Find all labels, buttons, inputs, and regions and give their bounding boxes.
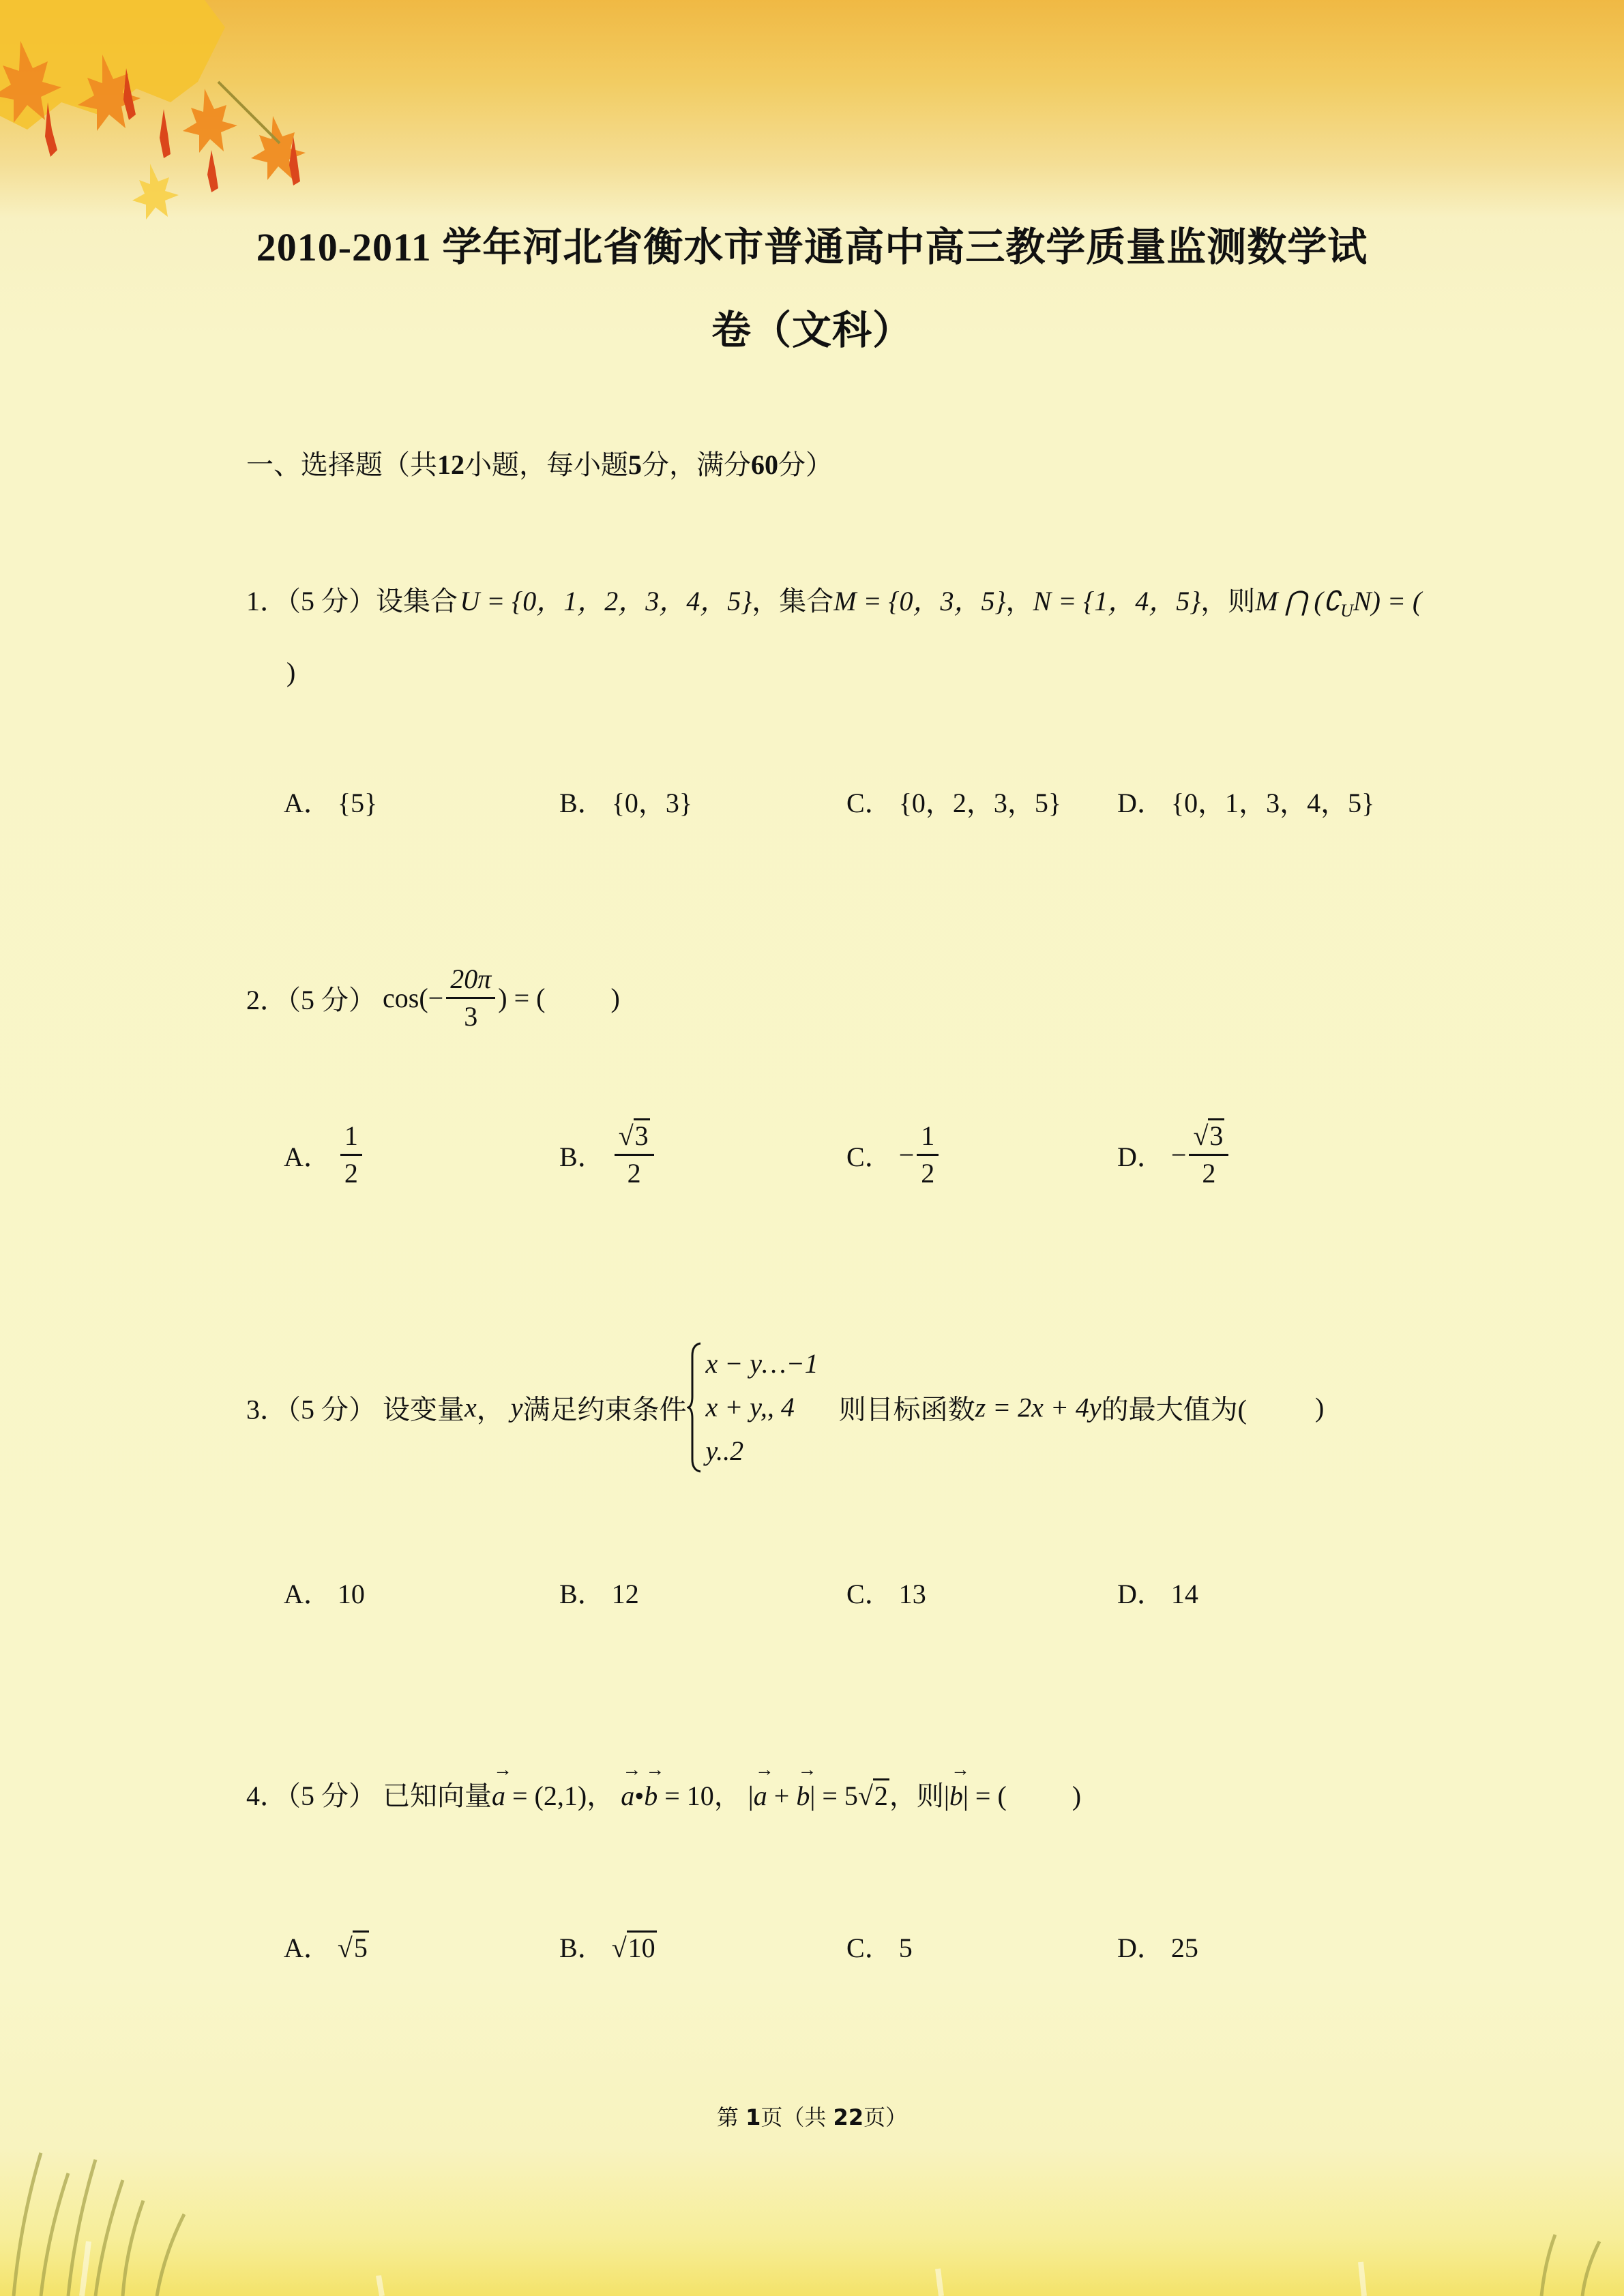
vector-a: → a [621,1780,634,1812]
question-2 [246,961,620,1034]
constraint-system [687,1342,818,1473]
total-pages: 22 [833,2104,864,2130]
b-magnitude: | = ( [962,1780,1007,1811]
vector-b: → b [796,1780,810,1812]
footer-prefix: 第 [716,2104,746,2130]
question-text: 已知向量 [383,1780,492,1811]
question-text: 的最大值为( [1101,1394,1247,1425]
abs-bar: | [943,1780,949,1811]
question-points: （5 分） [287,1780,376,1811]
footer-mid: 页（共 [761,2104,833,2130]
section-suffix: 分） [778,449,833,480]
option-label: C． [846,1579,892,1609]
document-title-line1: 2010-2011 学年河北省衡水市普通高中高三教学质量监测数学试 [256,225,1368,269]
section-total: 60 [751,449,778,480]
radicand: 10 [627,1930,657,1963]
option-d[interactable] [1117,1572,1198,1611]
vector-b: → b [949,1780,963,1812]
vector-a-value: = (2,1) [505,1780,587,1811]
document-title-line2: 卷（文科） [711,308,913,353]
radicand: 3 [1208,1118,1224,1151]
question-3 [246,1342,1324,1473]
option-d[interactable] [1117,1118,1231,1191]
answer-blank-close: ) [1314,1392,1325,1423]
fraction [917,1118,939,1191]
question-points: （5 分） [287,985,376,1015]
question-number: 4． [246,1780,287,1811]
fraction-numerator [1189,1118,1228,1156]
separator: ， [1005,586,1033,616]
fraction [1189,1118,1228,1191]
abs-bar: | [748,1780,754,1811]
option-label: D． [1117,788,1164,818]
vector-b: → b [644,1780,658,1812]
grass-decoration [0,2139,1624,2296]
option-label: B． [559,1933,605,1963]
option-c[interactable] [846,1572,926,1611]
section-prefix: 一、选择题（共 [246,449,437,480]
option-label: D． [1117,1579,1164,1609]
option-value: 5 [898,1933,913,1963]
fraction-denominator: 2 [921,1158,935,1189]
section-heading [246,443,833,482]
minus-sign: − [1170,1139,1187,1170]
question-text: 则目标函数 [838,1394,975,1425]
minus-sign: − [898,1139,915,1170]
option-value: {0，2，3，5} [898,788,1062,818]
option-value: 12 [611,1579,639,1609]
question-number: 3． [246,1394,287,1425]
variable-y: y [510,1392,523,1423]
question-text: ，集合 [752,586,834,616]
sum-magnitude: | = 5 [810,1780,858,1811]
question-1 [246,580,1421,621]
option-b[interactable] [559,1118,657,1191]
question-points: （5 分） [287,1394,376,1425]
option-value: {5} [337,788,378,818]
question-points: （5 分） [287,586,376,616]
question-text: 设集合 [376,586,458,616]
constraint-row: y..2 [705,1435,744,1466]
option-value: 13 [898,1579,926,1609]
set-u: U = {0，1，2，3，4，5} [460,586,752,616]
option-label: A． [284,1579,331,1609]
sqrt-symbol: √10 [612,1932,657,1964]
fraction-numerator [615,1118,654,1156]
option-a[interactable] [284,781,377,820]
sqrt-symbol: √5 [338,1932,369,1964]
fraction-numerator: 1 [340,1118,362,1156]
set-expression: M ⋂ (∁ [1255,586,1341,616]
fraction [340,1118,362,1191]
section-points-each: 5 [628,449,642,480]
fraction-numerator: 1 [917,1118,939,1156]
radicand: 3 [634,1118,650,1151]
option-a[interactable] [284,1118,365,1191]
option-a[interactable] [284,1572,365,1611]
section-count: 12 [437,449,464,480]
question-1-answer-blank: ) [286,657,296,687]
fraction-denominator: 2 [1202,1158,1216,1189]
objective-function: z = 2x + 4y [975,1392,1102,1423]
option-b[interactable] [559,1572,639,1611]
option-d[interactable] [1117,1926,1198,1965]
option-label: C． [846,1142,892,1172]
question-text: ，则 [889,1780,944,1811]
answer-blank-close: ) [610,983,620,1013]
radicand: 2 [873,1778,889,1811]
set-expression-end: N) = ( [1353,586,1422,616]
option-label: B． [559,1579,605,1609]
sqrt-symbol: √3 [619,1118,650,1154]
option-c[interactable] [846,781,1061,820]
option-c[interactable] [846,1926,913,1965]
radicand: 5 [353,1930,369,1963]
question-text: 设变量 [383,1394,464,1425]
separator: ， [476,1394,504,1425]
answer-blank-close: ) [1072,1780,1082,1811]
section-mid1: 小题，每小题 [464,449,628,480]
option-a[interactable] [284,1926,369,1965]
option-label: B． [559,1142,605,1172]
question-number: 1． [246,586,287,616]
fraction-denominator: 2 [627,1158,641,1189]
plus-operator: + [767,1780,797,1811]
dot-product-value: = 10 [658,1780,714,1811]
constraint-row: x + y,, 4 [705,1392,795,1422]
set-m: M = {0，3，5} [833,586,1006,616]
current-page: 1 [745,2104,761,2130]
option-label: A． [284,1933,331,1963]
maple-leaves-decoration [0,0,355,232]
dot-operator: • [634,1780,645,1811]
question-number: 2． [246,985,287,1015]
section-mid2: 分，满分 [642,449,751,480]
option-label: C． [846,1933,892,1963]
fraction-denominator: 3 [464,1001,478,1032]
set-n: N = {1，4，5} [1033,586,1201,616]
vector-a: → a [492,1780,505,1812]
question-text: ，则 [1200,586,1256,616]
complement-subscript: U [1340,601,1353,621]
fraction-denominator: 2 [344,1158,358,1189]
option-label: B． [559,788,605,818]
left-brace-icon [687,1342,702,1473]
option-b[interactable] [559,781,692,820]
option-value: {0，3} [611,788,693,818]
option-d[interactable] [1117,781,1374,820]
variable-x: x [464,1392,477,1423]
separator: ， [587,1780,615,1811]
option-value: 14 [1170,1579,1198,1609]
option-label: D． [1117,1933,1164,1963]
option-c[interactable] [846,1118,941,1191]
fraction [446,961,495,1034]
option-label: C． [846,788,892,818]
sqrt-symbol: √3 [1193,1118,1224,1154]
cos-function: cos(− [383,983,444,1013]
footer-suffix: 页） [863,2104,908,2130]
option-label: D． [1117,1142,1164,1172]
expression-tail: ) = ( [498,983,546,1013]
option-value: 25 [1170,1933,1198,1963]
sqrt-symbol: √2 [858,1780,889,1812]
option-label: A． [284,1142,331,1172]
option-b[interactable] [559,1926,657,1965]
separator: ， [713,1780,741,1811]
fraction [615,1118,654,1191]
option-value: 10 [337,1579,365,1609]
constraint-row: x − y…−1 [705,1348,818,1379]
question-text: 满足约束条件 [522,1394,687,1425]
question-4 [246,1774,1081,1813]
page-footer [0,2100,1624,2132]
option-value: {0，1，3，4，5} [1170,788,1375,818]
vector-a: → a [754,1780,767,1812]
option-label: A． [284,788,331,818]
fraction-numerator: 20π [446,961,495,999]
